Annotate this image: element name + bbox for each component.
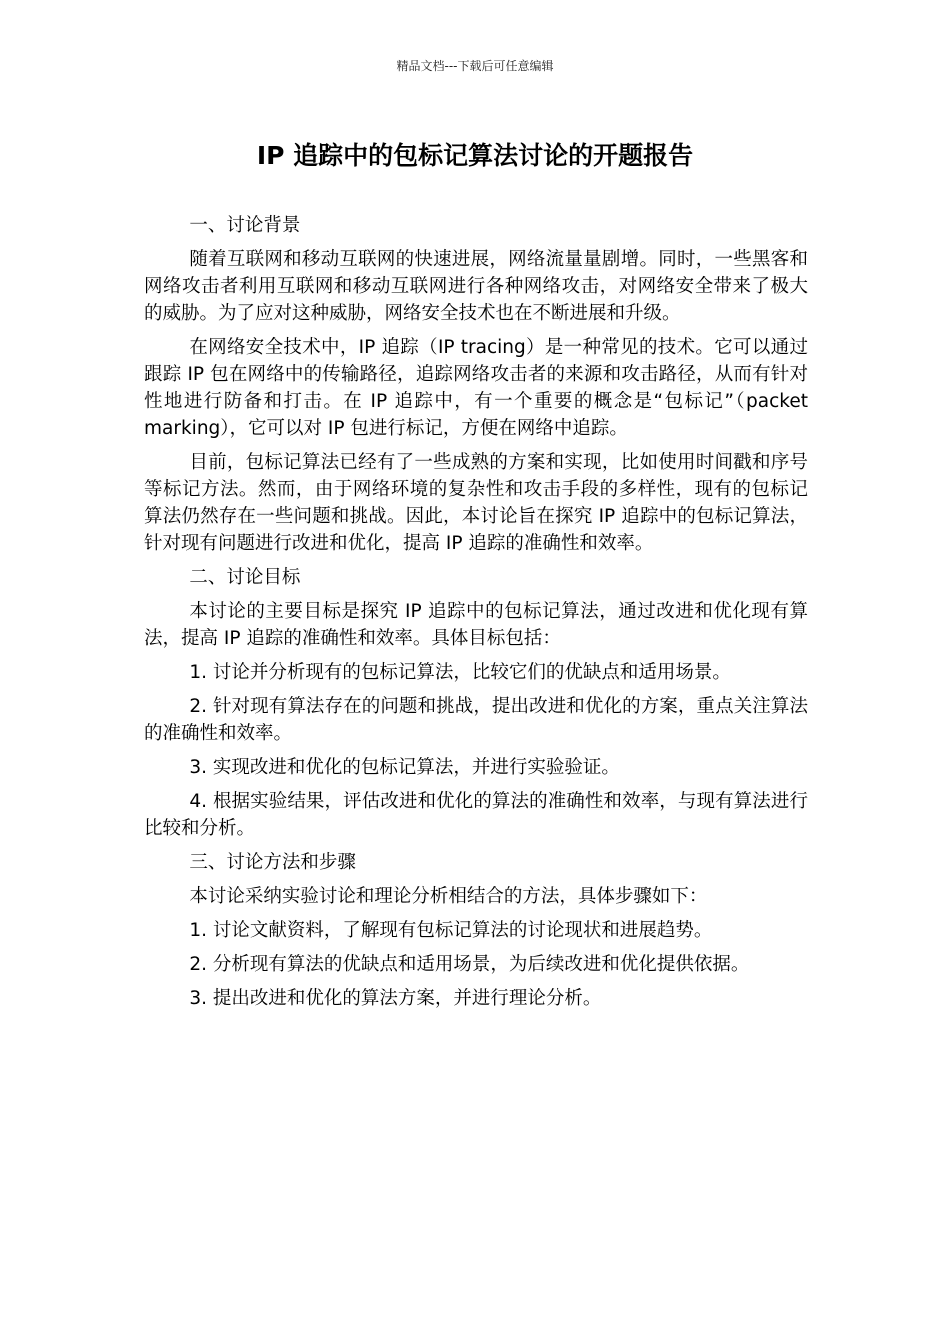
list-item: 4. 根据实验结果，评估改进和优化的算法的准确性和效率，与现有算法进行比较和分析。 [144,791,808,839]
section-heading-background: 一、讨论背景 [189,215,301,236]
section-heading-methods: 三、讨论方法和步骤 [189,852,356,873]
paragraph: 本讨论的主要目标是探究 IP 追踪中的包标记算法，通过改进和优化现有算法，提高 IP 追踪的准确性和效率。具体目标包括： [144,601,808,649]
list-item: 2. 针对现有算法存在的问题和挑战，提出改进和优化的方案，重点关注算法的准确性和效率。 [144,696,808,744]
document-body [144,212,808,1019]
list-item: 3. 实现改进和优化的包标记算法，并进行实验验证。 [189,757,620,778]
list-item: 2. 分析现有算法的优缺点和适用场景，为后续改进和优化提供依据。 [189,954,750,975]
page-header: 精品文档---下载后可任意编辑 [396,59,554,73]
list-item: 3. 提出改进和优化的算法方案，并进行理论分析。 [189,988,602,1009]
section-heading-goals: 二、讨论目标 [189,567,301,588]
paragraph: 随着互联网和移动互联网的快速进展，网络流量量剧增。同时，一些黑客和网络攻击者利用互联网和移动互联网进行各种网络攻击，对网络安全带来了极大的威胁。为了应对这种威胁，网络安全技术也在不断进展和升级。 [144,249,808,324]
paragraph: 在网络安全技术中，IP 追踪（IP tracing）是一种常见的技术。它可以通过跟踪 IP 包在网络中的传输路径，追踪网络攻击者的来源和攻击路径，从而有针对性地进行防备和打击。在 IP 追踪中，有一个重要的概念是“包标记”（packet marking），它可以对 IP 包进行标记，方便在网络中追踪。 [144,337,808,439]
paragraph: 目前，包标记算法已经有了一些成熟的方案和实现，比如使用时间戳和序号等标记方法。然而，由于网络环境的复杂性和攻击手段的多样性，现有的包标记算法仍然存在一些问题和挑战。因此，本讨论旨在探究 IP 追踪中的包标记算法，针对现有问题进行改进和优化，提高 IP 追踪的准确性和效率。 [144,452,808,554]
paragraph: 本讨论采纳实验讨论和理论分析相结合的方法，具体步骤如下： [189,886,708,907]
list-item: 1. 讨论并分析现有的包标记算法，比较它们的优缺点和适用场景。 [189,662,731,683]
document-title: IP 追踪中的包标记算法讨论的开题报告 [256,141,694,170]
list-item: 1. 讨论文献资料，了解现有包标记算法的讨论现状和进展趋势。 [189,920,713,941]
